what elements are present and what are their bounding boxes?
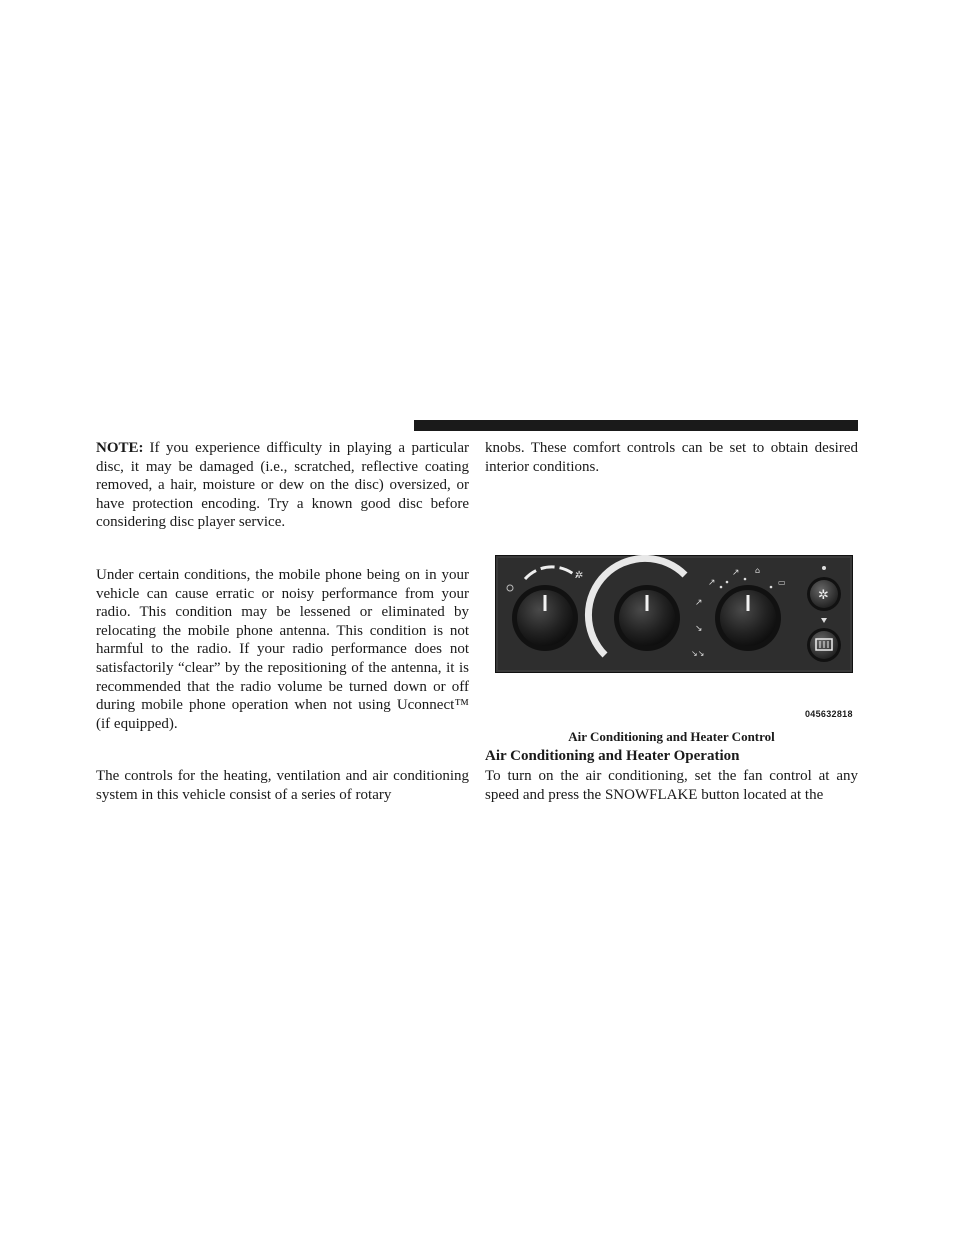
svg-text:↗: ↗ [732, 568, 740, 578]
note-label: NOTE: [96, 440, 144, 456]
controls-paragraph-end: knobs. These comfort controls can be set to obtain desired interior conditions. [485, 440, 858, 475]
svg-text:↘: ↘ [695, 624, 703, 634]
operation-paragraph: To turn on the air conditioning, set the fan control at any speed and press the SNOWFLAKE button located at the [485, 768, 858, 803]
svg-text:⌂: ⌂ [755, 566, 761, 575]
controls-paragraph-start: The controls for the heating, ventilation and air conditioning system in this vehicle consist of a series of rotary [96, 768, 469, 803]
svg-text:✲: ✲ [575, 570, 584, 581]
climate-control-panel-illustration [495, 555, 853, 673]
svg-text:↘↘: ↘↘ [691, 649, 705, 658]
section-heading: Air Conditioning and Heater Operation [485, 748, 740, 764]
radio-interference-paragraph: Under certain conditions, the mobile phone being on in your vehicle can cause erratic or noisy performance from your radio. This condition may be lessened or eliminated by relocating the mobile phone antenna. This condition is not harmful to the radio. If your radio performance does not satisfactorily “clear” by the repositioning of the antenna, it is recommended that the radio volume be turned down or off during mobile phone operation when not using Uconnect™ (if equipped). [96, 567, 469, 732]
note-text: If you experience difficulty in playing a particular disc, it may be damaged (i.e., scratched, reflective coating removed, a hair, moisture or dew on the disc) oversized, or have protection encoding. Try a known good disc before considering disc player service. [96, 440, 469, 531]
svg-text:▭: ▭ [778, 578, 786, 587]
note-paragraph [96, 439, 469, 532]
svg-text:↗: ↗ [708, 578, 716, 588]
figure-caption: Air Conditioning and Heater Control [568, 729, 775, 744]
figure-code: 045632818 [805, 709, 853, 719]
header-rule [414, 420, 858, 431]
svg-text:↗: ↗ [695, 598, 703, 608]
climate-control-figure [495, 555, 853, 673]
svg-text:✲: ✲ [818, 588, 829, 603]
